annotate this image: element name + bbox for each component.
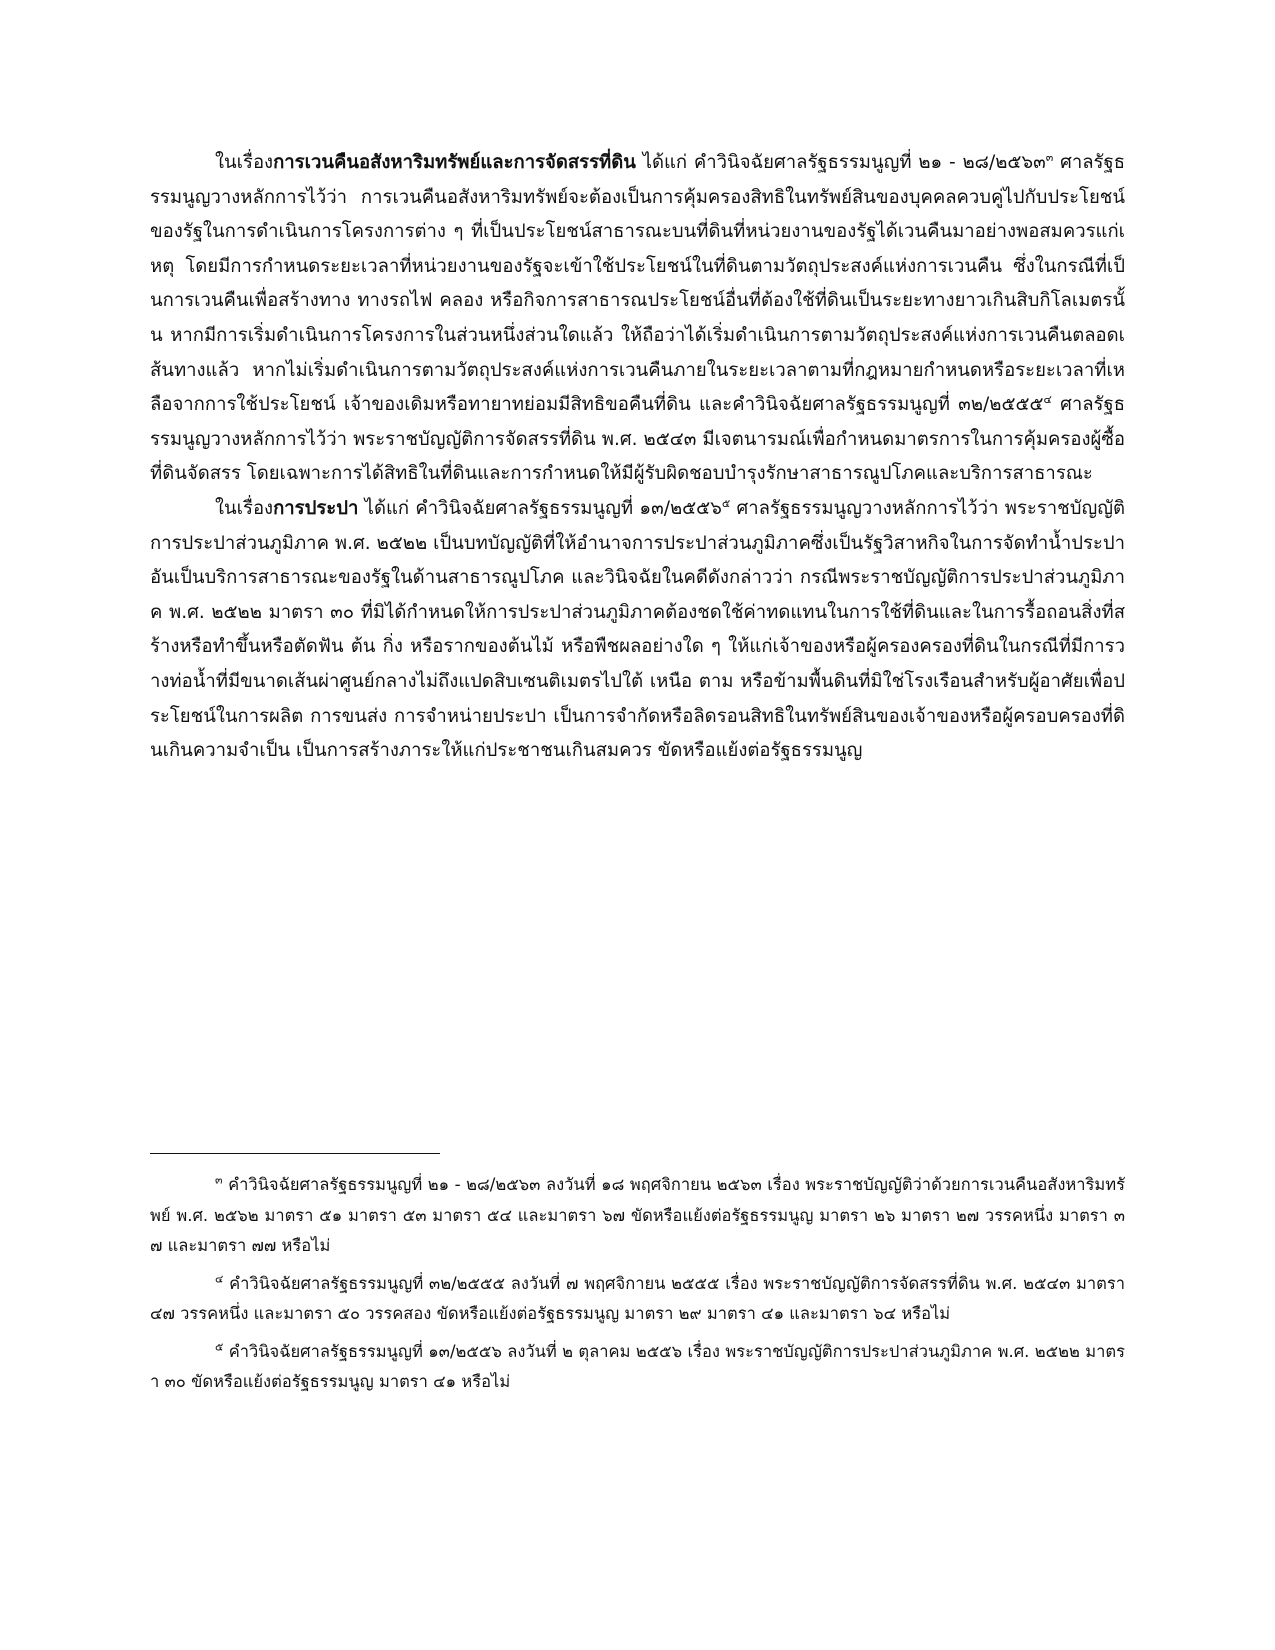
footnote-text: คำวินิจฉัยศาลรัฐธรรมนูญที่ ๑๓/๒๕๕๖ ลงวันที่ ๒ ตุลาคม ๒๕๕๖ เรื่อง พระราชบัญญัติการประปาส่วนภูมิภาค พ.ศ. ๒๕๒๒ มาตรา ๓๐ ขัดหรือแย้งต่อรัฐธรรมนูญ มาตรา ๔๑ หรือไม่: [150, 1341, 1125, 1391]
paragraph-topic: การประปา: [273, 497, 359, 519]
footnote-mark: ๕: [215, 1340, 224, 1353]
footnote-mark: ๓: [215, 1173, 223, 1187]
paragraph-topic: การเวนคืนอสังหาริมทรัพย์และการจัดสรรที่ดิน: [273, 152, 636, 173]
footnote-text: คำวินิจฉัยศาลรัฐธรรมนูญที่ ๓๒/๒๕๕๕ ลงวันที่ ๗ พฤศจิกายน ๒๕๕๕ เรื่อง พระราชบัญญัติการจัดสรรที่ดิน พ.ศ. ๒๕๔๓ มาตรา ๔๗ วรรคหนึ่ง และมาตรา ๕๐ วรรคสอง ขัดหรือแย้งต่อรัฐธรรมนูญ มาตรา ๒๙ มาตรา ๔๑ และมาตรา ๖๔ หรือไม่: [150, 1273, 1125, 1323]
footnote-separator: [150, 1153, 440, 1154]
footnote-4: [150, 1269, 1125, 1330]
paragraph-lead: ในเรื่อง: [215, 497, 274, 519]
paragraph-land-expropriation: [150, 146, 1125, 492]
footnote-ref: ๓: [1045, 150, 1054, 164]
body-text: [150, 146, 1125, 769]
paragraph-text: ได้แก่ คำวินิจฉัยศาลรัฐธรรมนูญที่ ๒๑ - ๒๘/๒๕๖๓: [635, 152, 1046, 173]
paragraph-text: ศาลรัฐธรรมนูญวางหลักการไว้ว่า พระราชบัญญัติการจัดสรรที่ดิน พ.ศ. ๒๕๔๓ มีเจตนารมณ์เพื่อกำหนดมาตรการในการคุ้มครองผู้ซื้อที่ดินจัดสรร โดยเฉพาะการได้สิทธิในที่ดินและการกำหนดให้มีผู้รับผิดชอบบำรุงรักษาสาธารณูปโภคและบริการสาธารณะ: [150, 394, 1125, 485]
paragraph-text: ศาลรัฐธรรมนูญวางหลักการไว้ว่า การเวนคืนอสังหาริมทรัพย์จะต้องเป็นการคุ้มครองสิทธิในทรัพย์สินของบุคคลควบคู่ไปกับประโยชน์ของรัฐในการดำเนินการโครงการต่าง ๆ ที่เป็นประโยชน์สาธารณะบนที่ดินที่หน่วยงานของรัฐได้เวนคืนมาอย่างพอสมควรแก่เหตุ โดยมีการกำหนดระยะเวลาที่หน่วยงานของรัฐจะเข้าใช้ประโยชน์ในที่ดินตามวัตถุประสงค์แห่งการเวนคืน ซึ่งในกรณีที่เป็นการเวนคืนเพื่อสร้างทาง ทางรถไฟ คลอง หรือกิจการสาธารณประโยชน์อื่นที่ต้องใช้ที่ดินเป็นระยะทางยาวเกินสิบกิโลเมตรนั้น หากมีการเริ่มดำเนินการโครงการในส่วนหนึ่งส่วนใดแล้ว ให้ถือว่าได้เริ่มดำเนินการตามวัตถุประสงค์แห่งการเวนคืนตลอดเส้นทางแล้ว หากไม่เริ่มดำเนินการตามวัตถุประสงค์แห่งการเวนคืนภายในระยะเวลาตามที่กฎหมายกำหนดหรือระยะเวลาที่เหลือจากการใช้ประโยชน์ เจ้าของเดิมหรือทายาทย่อมมีสิทธิขอคืนที่ดิน และคำวินิจฉัยศาลรัฐธรรมนูญที่ ๓๒/๒๕๕๕: [150, 152, 1125, 416]
footnotes: [150, 1170, 1125, 1405]
paragraph-text: ศาลรัฐธรรมนูญวางหลักการไว้ว่า พระราชบัญญัติการประปาส่วนภูมิภาค พ.ศ. ๒๕๒๒ เป็นบทบัญญัติที่ให้อำนาจการประปาส่วนภูมิภาคซึ่งเป็นรัฐวิสาหกิจในการจัดทำน้ำประปา อันเป็นบริการสาธารณะของรัฐในด้านสาธารณูปโภค และวินิจฉัยในคดีดังกล่าวว่า กรณีพระราชบัญญัติการประปาส่วนภูมิภาค พ.ศ. ๒๕๒๒ มาตรา ๓๐ ที่มิได้กำหนดให้การประปาส่วนภูมิภาคต้องชดใช้ค่าทดแทนในการใช้ที่ดินและในการรื้อถอนสิ่งที่สร้างหรือทำขึ้นหรือตัดฟัน ต้น กิ่ง หรือรากของต้นไม้ หรือพืชผลอย่างใด ๆ ให้แก่เจ้าของหรือผู้ครองครองที่ดินในกรณีที่มีการวางท่อน้ำที่มีขนาดเส้นผ่าศูนย์กลางไม่ถึงแปดสิบเซนติเมตรไปใต้ เหนือ ตาม หรือข้ามพื้นดินที่มิใช่โรงเรือนสำหรับผู้อาศัยเพื่อประโยชน์ในการผลิต การขนส่ง การจำหน่ายประปา เป็นการจำกัดหรือลิดรอนสิทธิในทรัพย์สินของเจ้าของหรือผู้ครอบครองที่ดินเกินความจำเป็น เป็นการสร้างภาระให้แก่ประชาชนเกินสมควร ขัดหรือแย้งต่อรัฐธรรมนูญ: [150, 497, 1125, 762]
paragraph-waterworks: [150, 492, 1125, 769]
footnote-3: [150, 1170, 1125, 1262]
footnote-ref: ๕: [721, 496, 731, 510]
footnote-ref: ๔: [1043, 393, 1052, 406]
footnote-5: [150, 1337, 1125, 1398]
footnote-mark: ๔: [215, 1272, 224, 1285]
paragraph-text: ได้แก่ คำวินิจฉัยศาลรัฐธรรมนูญที่ ๑๓/๒๕๕๖: [358, 497, 722, 519]
paragraph-lead: ในเรื่อง: [215, 152, 274, 173]
footnote-text: คำวินิจฉัยศาลรัฐธรรมนูญที่ ๒๑ - ๒๘/๒๕๖๓ ลงวันที่ ๑๘ พฤศจิกายน ๒๕๖๓ เรื่อง พระราชบัญญัติว่าด้วยการเวนคืนอสังหาริมทรัพย์ พ.ศ. ๒๕๖๒ มาตรา ๕๑ มาตรา ๕๓ มาตรา ๕๔ และมาตรา ๖๗ ขัดหรือแย้งต่อรัฐธรรมนูญ มาตรา ๒๖ มาตรา ๒๗ วรรคหนึ่ง มาตรา ๓๗ และมาตรา ๗๗ หรือไม่: [150, 1175, 1125, 1255]
